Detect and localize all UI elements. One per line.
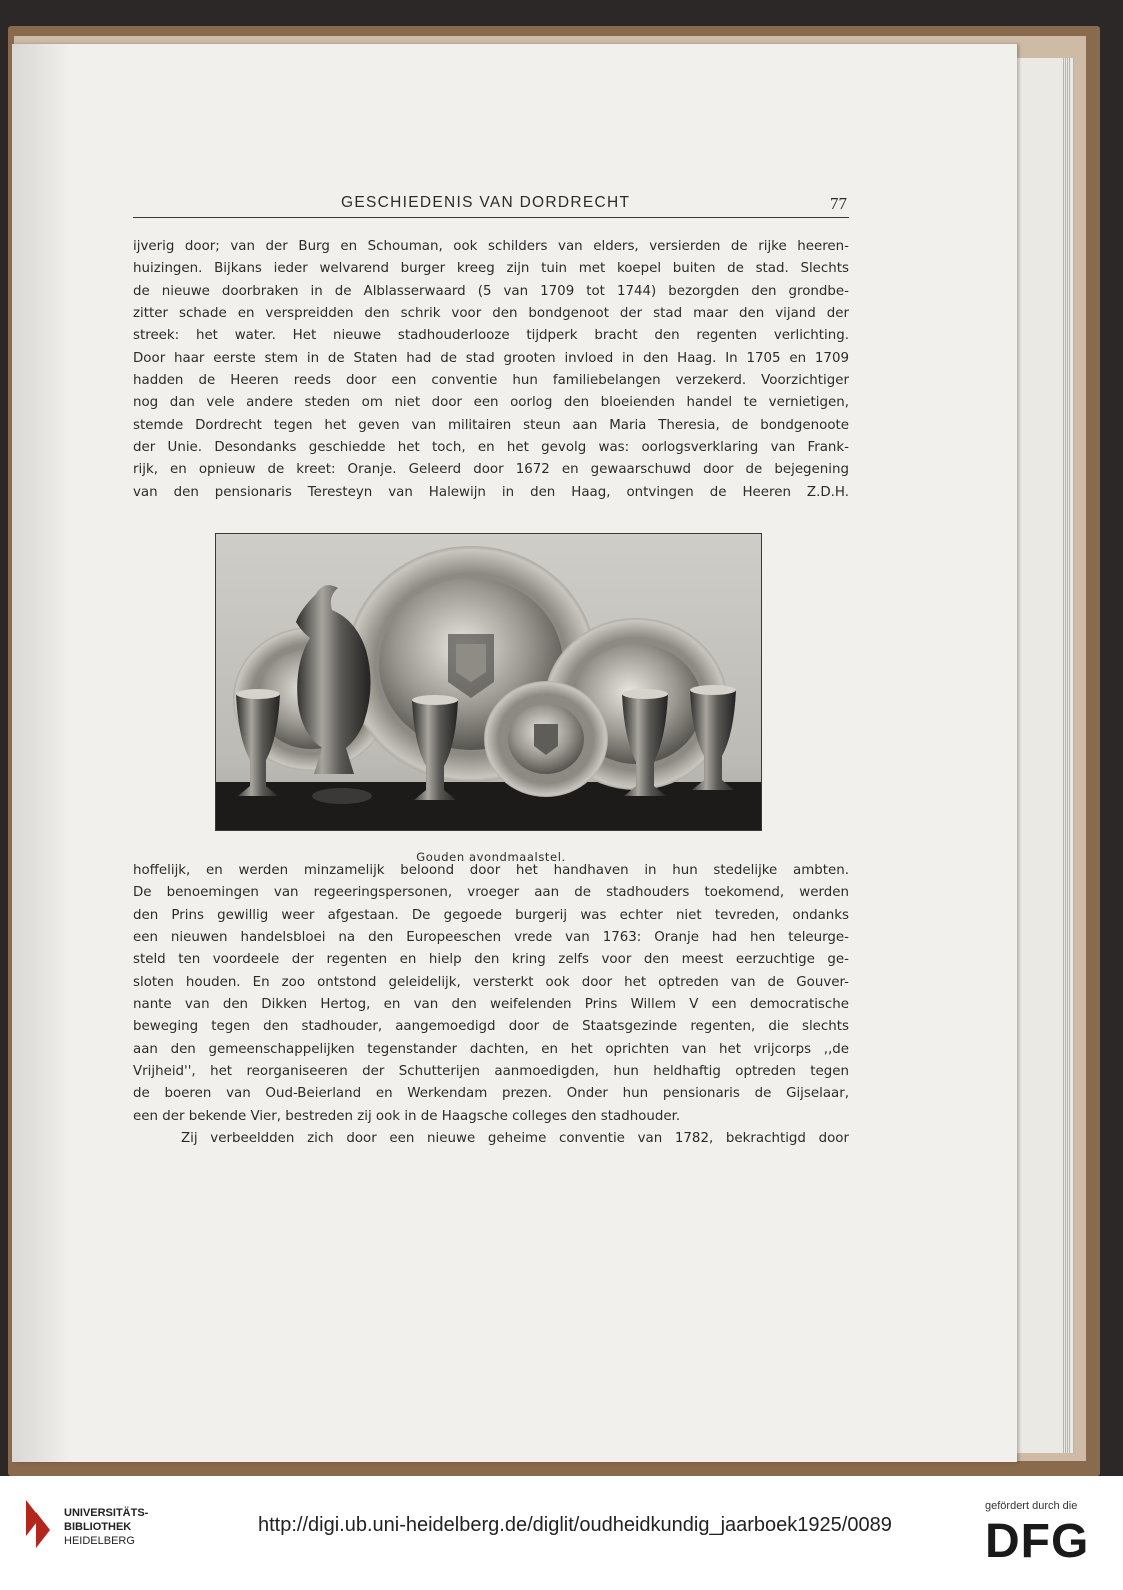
text-line: beweging tegen den stadhouder, aangemoedigd door de Staatsgezinde regenten, die slechts xyxy=(133,1019,849,1035)
text-line: De benoemingen van regeeringspersonen, vroeger aan de stadhouders toekomend, werden xyxy=(133,885,849,901)
text-line: steld ten voordeele der regenten en hielp den kring zelfs voor den meest eerzuchtige ge- xyxy=(133,952,849,968)
text-line: hoffelijk, en werden minzamelijk beloond door het handhaven in hun stedelijke ambten. xyxy=(133,863,849,878)
running-header xyxy=(133,194,849,218)
text-line: sloten houden. En zoo ontstond geleidelijk, versterkt ook door het optreden van de Gouver- xyxy=(133,974,849,990)
library-name xyxy=(64,1506,148,1548)
text-line: van den pensionaris Teresteyn van Halewijn in den Haag, ontvingen de Heeren Z.D.H. xyxy=(133,484,849,500)
text-line: der Unie. Desondanks geschiedde het toch, en het gevolg was: oorlogsverklaring van Frank- xyxy=(133,440,849,456)
funded-by-label: gefördert durch die xyxy=(985,1500,1078,1512)
text-line: Zij verbeeldden zich door een nieuwe geheime conventie van 1782, bekrachtigd door xyxy=(181,1131,849,1147)
permalink-url[interactable]: http://digi.ub.uni-heidelberg.de/diglit/oudheidkundig_jaarboek1925/0089 xyxy=(258,1514,892,1536)
dfg-logo: DFG xyxy=(985,1515,1090,1568)
page-number: 77 xyxy=(830,194,847,213)
text-line: aan den gemeenschappelijken tegenstander dachten, en het oprichten van het vrijcorps ,,de xyxy=(133,1041,849,1057)
table-surface xyxy=(216,782,762,831)
running-title: GESCHIEDENIS VAN DORDRECHT xyxy=(341,194,631,211)
page-edge xyxy=(1036,58,1064,1453)
text-line: hadden de Heeren reeds door een conventie hun familiebelangen verzekerd. Voorzichtiger xyxy=(133,373,849,389)
text-line: streek: het water. Het nieuwe stadhouderlooze tijdperk bracht den regenten verlichting. xyxy=(133,328,849,344)
photo-gold-communion-set xyxy=(215,533,762,831)
silverware-illustration xyxy=(216,534,762,831)
text-line: rijk, en opnieuw de kreet: Oranje. Geleerd door 1672 en gewaarschuwd door de bejegening xyxy=(133,462,849,478)
text-line: een der bekende Vier, bestreden zij ook in de Haagsche colleges den stadhouder. xyxy=(133,1108,681,1124)
university-library-logo-icon xyxy=(22,1498,58,1550)
text-line: Door haar eerste stem in de Staten had de stad grooten invloed in den Haag. In 1705 en 1709 xyxy=(133,350,849,366)
text-line: de nieuwe doorbraken in de Alblasserwaard (5 van 1709 tot 1744) bezorgden den grondbe- xyxy=(133,283,849,299)
text-line: een nieuwen handelsbloei na den Europeeschen vrede van 1763: Oranje had hen teleurge- xyxy=(133,930,849,946)
text-line: ijverig door; van der Burg en Schouman, ook schilders van elders, versierden de rijke heeren- xyxy=(133,239,849,254)
text-line: nog dan vele andere steden om niet door een oorlog den bloeienden handel te vernietigen, xyxy=(133,395,849,411)
text-line: nante van den Dikken Hertog, en van den weifelenden Prins Willem V een democratische xyxy=(133,997,849,1013)
library-name-line: HEIDELBERG xyxy=(64,1535,135,1547)
paragraph-1 xyxy=(133,236,849,504)
digitization-footer xyxy=(0,1476,1123,1590)
text-line: de boeren van Oud-Beierland en Werkendam prezen. Onder hun pensionaris de Gijselaar, xyxy=(133,1086,849,1102)
text-line: huizingen. Bijkans ieder welvarend burger kreeg zijn tuin met koepel buiten de stad. Slechts xyxy=(133,261,849,277)
text-line: zitter schade en verspreidden den schrik voor den bondgenoot der stad maar den vijand der xyxy=(133,306,849,322)
library-name-line: UNIVERSITÄTS- xyxy=(64,1507,149,1519)
figure-caption: Gouden avondmaalstel. xyxy=(416,850,566,864)
text-line: den Prins gewillig weer afgestaan. De gegoede burgerij was echter niet tevreden, ondanks xyxy=(133,907,849,923)
library-name-line: BIBLIOTHEK xyxy=(64,1521,132,1533)
text-line: Vrijheid'', het reorganiseeren der Schutterijen aanmoedigden, hun heldhaftig optreden tegen xyxy=(133,1064,849,1080)
text-line: stemde Dordrecht tegen het geven van militairen steun aan Maria Theresia, de bondgenoote xyxy=(133,417,849,433)
paragraph-2 xyxy=(133,860,849,1150)
